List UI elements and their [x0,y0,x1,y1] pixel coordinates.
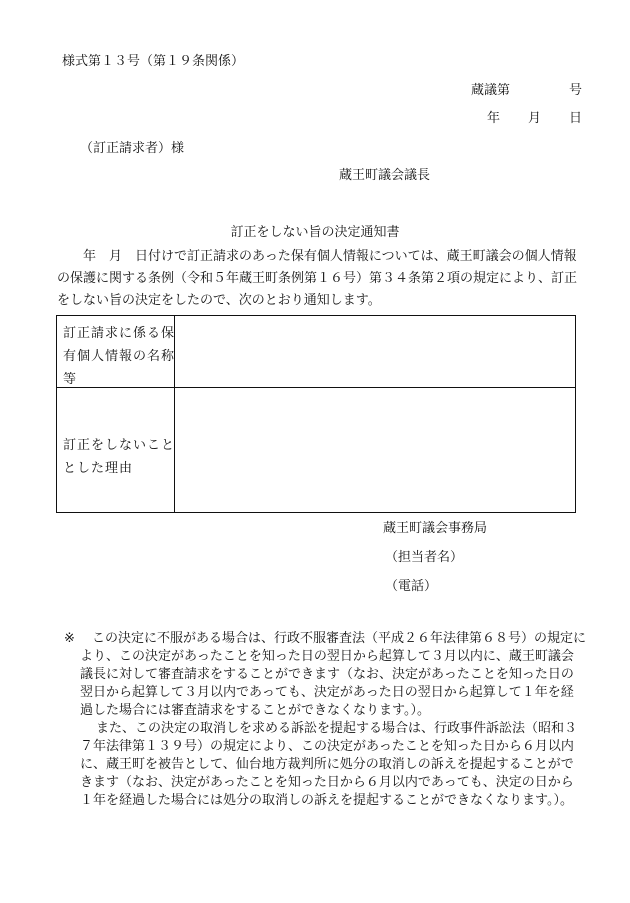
date-year: 年 [487,111,501,126]
note-paragraph-2: また、この決定の取消しを求める訴訟を提起する場合は、行政事件訴訟法（昭和３７年法律第１３９号）の規定により、この決定があったことを知った日から６月以内に、蔵王町を被告として、仙台地方裁判所に処分の取消しの訴えを提起することができます（なお、決定があったことを知った日から６月以内であっても、決定の日から１年を経過した場合には処分の取消しの訴えを提起することができなくなります。）。 [80,721,578,808]
appeal-notice [64,630,586,810]
note-mark: ※ [64,631,75,646]
table-label-reason: 訂正をしないこととした理由 [63,438,176,476]
date-month: 月 [528,111,542,126]
sender: 蔵王町議会議長 [339,168,431,183]
addressee: （訂正請求者）様 [80,141,185,156]
date-day: 日 [568,111,582,126]
contact-person: （担当者名） [385,550,464,565]
body-paragraph [57,246,585,312]
document-number-label: 蔵議第 [471,83,511,98]
info-table [56,315,576,513]
table-label-info-name: 訂正請求に係る保有個人情報の名称等 [63,326,176,387]
document-title: 訂正をしない旨の決定通知書 [230,225,400,240]
document-number-suffix: 号 [568,83,582,98]
note-paragraph-1: この決定に不服がある場合は、行政不服審査法（平成２６年法律第６８号）の規定により、この決定があったことを知った日の翌日から起算して３月以内に、蔵王町議会議長に対して審査請求をすることができます（なお、決定があったことを知った日の翌日から起算して３月以内であっても、決定があった日の翌日から起算して１年を経過した場合には審査請求をすることができなくなります。）。 [80,631,587,718]
contact-office: 蔵王町議会事務局 [383,521,488,536]
contact-phone: （電話） [385,579,438,594]
form-number: 様式第１３号（第１９条関係） [62,54,245,69]
body-text: 年 月 日付けで訂正請求のあった保有個人情報については、蔵王町議会の個人情報の保護に関する条例（令和５年蔵王町条例第１６号）第３４条第２項の規定により、訂正をしない旨の決定をしたので、次のとおり通知します。 [57,249,578,308]
